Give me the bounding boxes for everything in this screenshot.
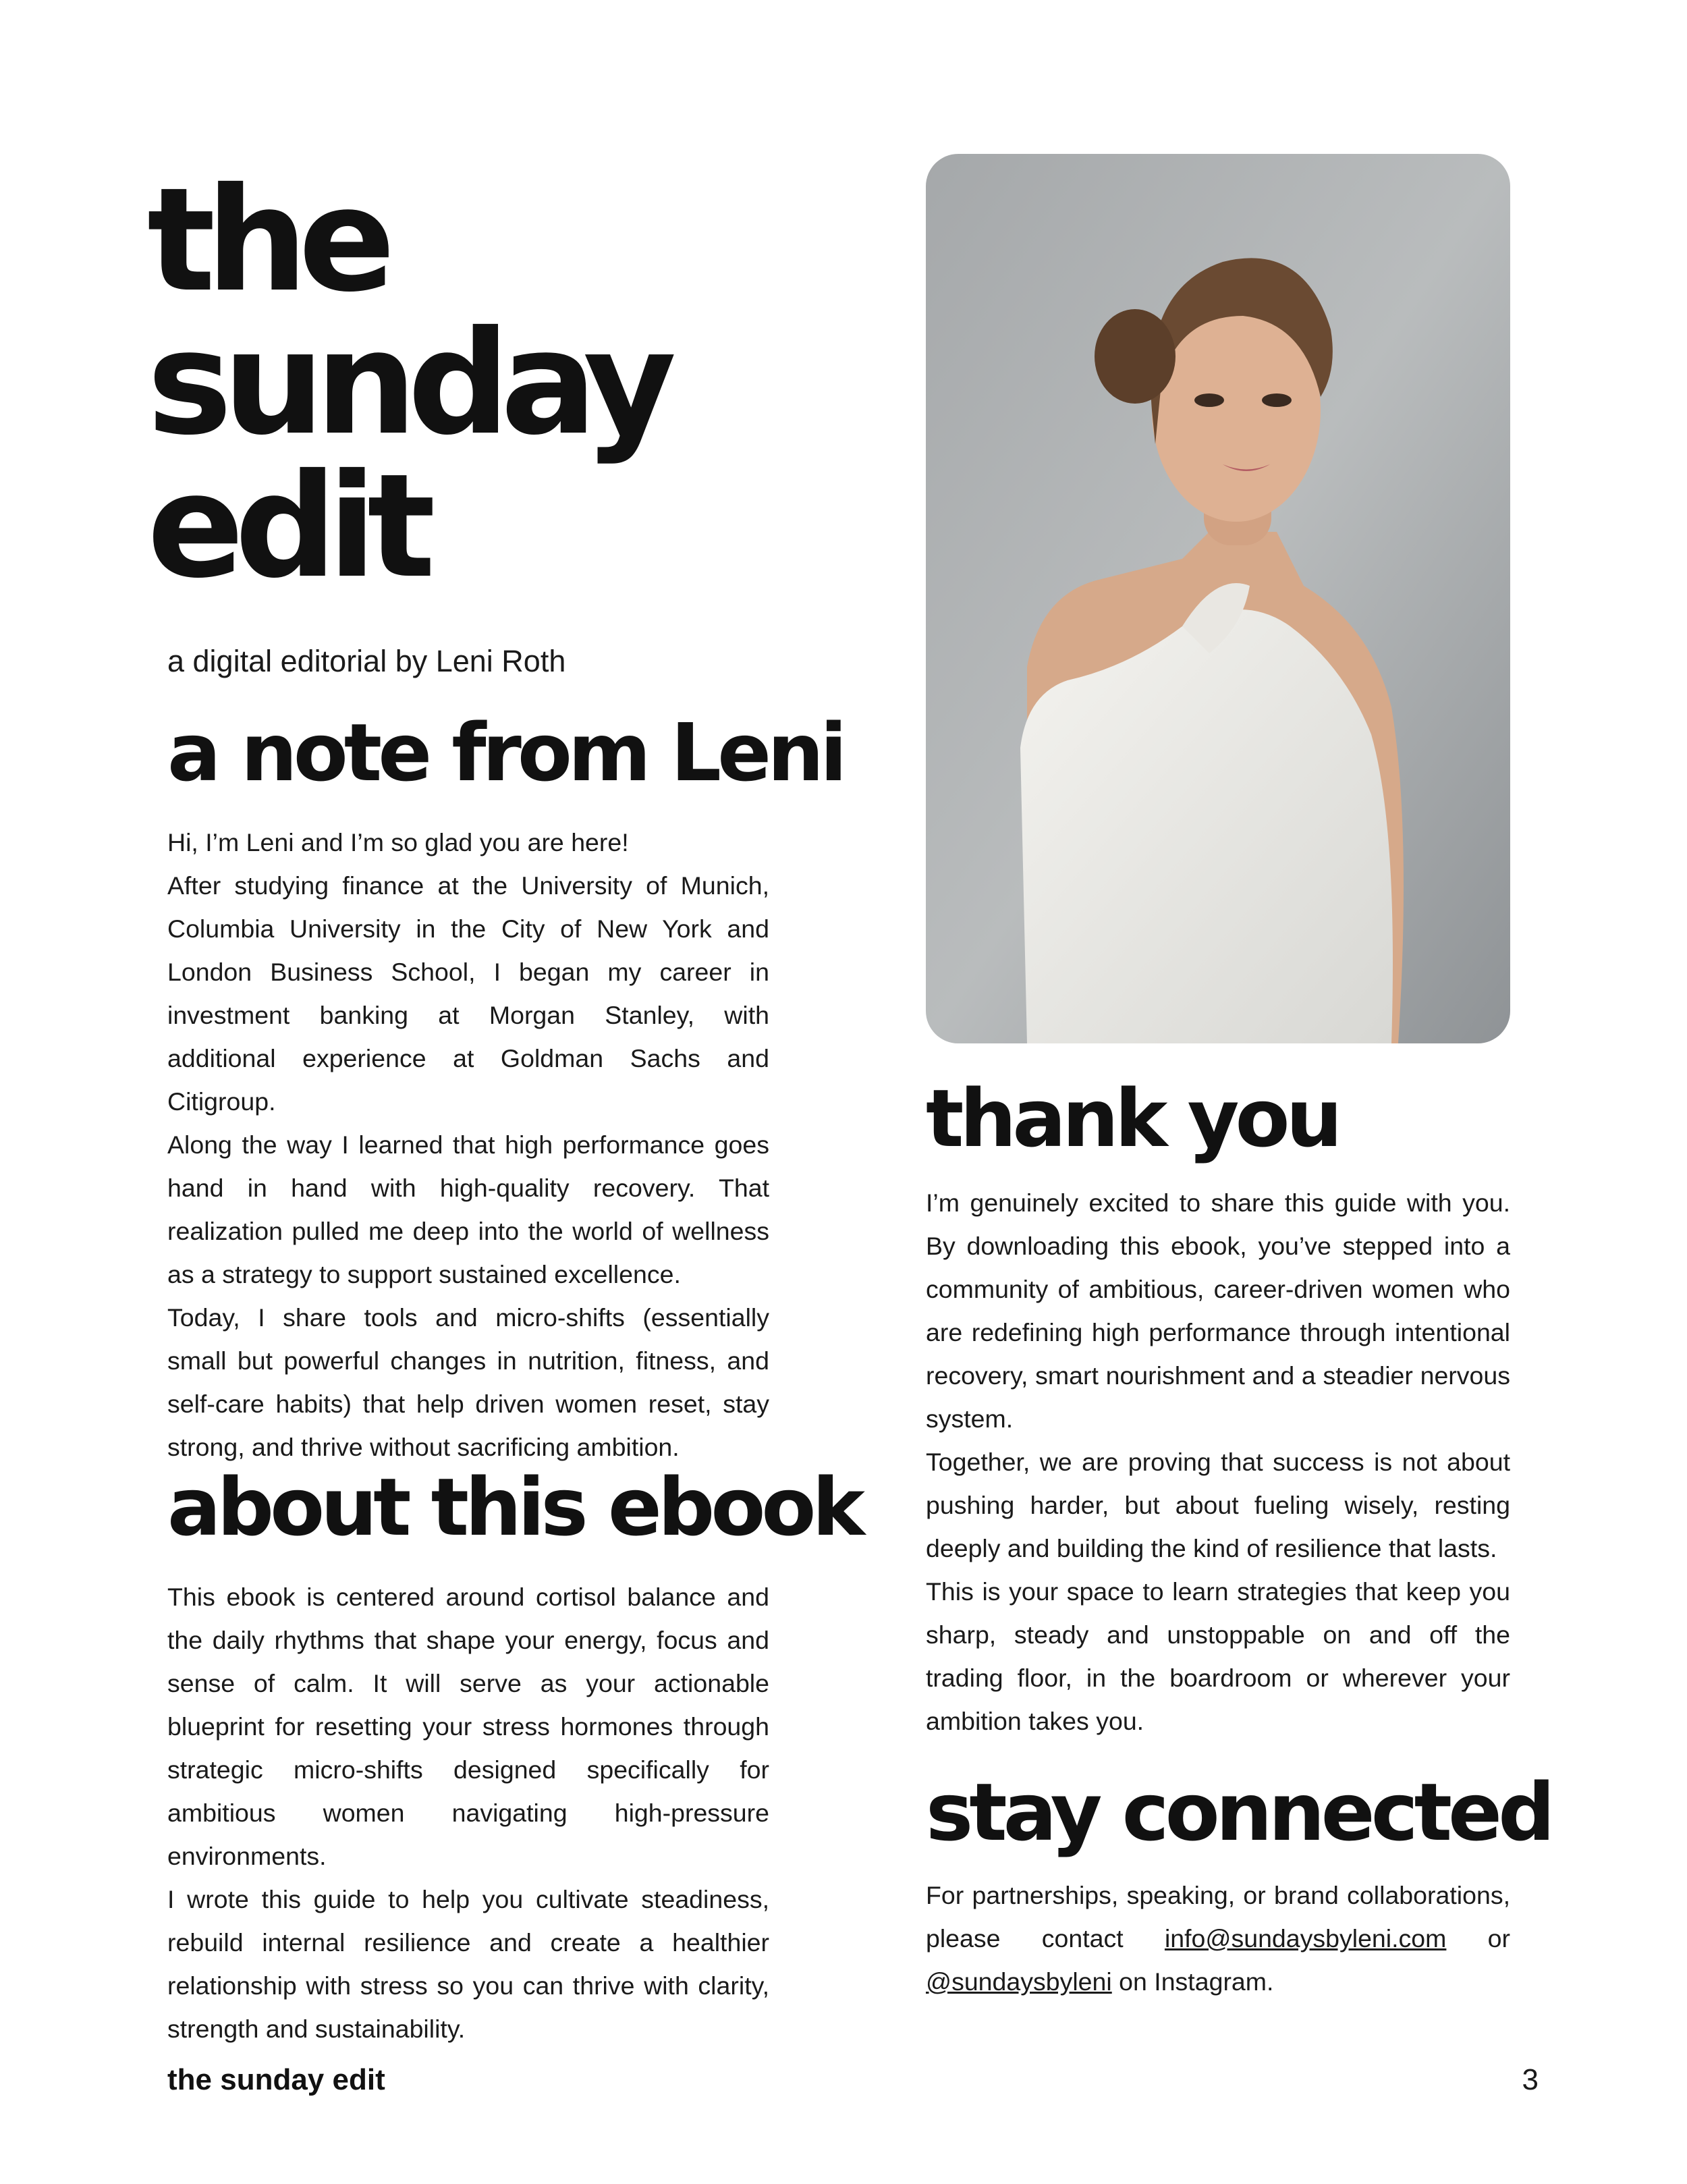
- page-number: 3: [1522, 2063, 1539, 2096]
- portrait-photo: [926, 154, 1510, 1043]
- byline: a digital editorial by Leni Roth: [167, 644, 566, 678]
- about-paragraph: I wrote this guide to help you cultivate steadiness, rebuild internal resilience and create a healthier relationship with stress so you can thrive with clarity, strength and sustainability.: [167, 1885, 769, 2043]
- masthead-title: [147, 157, 754, 609]
- connect-paragraph: [926, 1874, 1510, 2003]
- about-paragraph: This ebook is centered around cortisol balance and the daily rhythms that shape your energy, focus and sense of calm. It will serve as your actionable blueprint for resetting your stress hormones through strategic micro-shifts designed specifically for ambitious women navigating high-pressure environments.: [167, 1583, 769, 1870]
- note-paragraph: Today, I share tools and micro-shifts (essentially small but powerful changes in nutrition, fitness, and self-care habits) that help driven women reset, stay strong, and thrive without sacrificing ambition.: [167, 1303, 769, 1461]
- connect-text-after: on Instagram.: [1111, 1967, 1274, 1996]
- masthead-line-2: sunday: [147, 300, 667, 466]
- connect-text-before: For partnerships, speaking, or brand collaborations, please contact: [926, 1881, 1510, 1953]
- thanks-paragraph: Together, we are proving that success is not about pushing harder, but about fueling wisely, resting deeply and building the kind of resilience that lasts.: [926, 1448, 1510, 1562]
- connect-text-middle: or: [1446, 1924, 1510, 1953]
- about-heading: about this ebook: [167, 1460, 861, 1554]
- footer-title: the sunday edit: [167, 2063, 385, 2096]
- thanks-heading: thank you: [926, 1072, 1339, 1165]
- note-heading: a note from Leni: [167, 706, 844, 799]
- masthead-line-1: the: [147, 157, 387, 323]
- note-body: [167, 821, 769, 1469]
- connect-body: [926, 1874, 1510, 2003]
- instagram-link[interactable]: @sundaysbyleni: [926, 1967, 1112, 1996]
- note-paragraph: Hi, I’m Leni and I’m so glad you are here!: [167, 828, 629, 856]
- note-paragraph: After studying finance at the University of Munich, Columbia University in the City of New York and London Business School, I began my career in investment banking at Morgan Stanley, with additional experience at Goldman Sachs and Citigroup.: [167, 871, 769, 1116]
- email-link[interactable]: info@sundaysbyleni.com: [1164, 1924, 1447, 1953]
- masthead-line-3: edit: [147, 443, 426, 609]
- note-paragraph: Along the way I learned that high performance goes hand in hand with high-quality recovery. That realization pulled me deep into the world of wellness as a strategy to support sustained excellence.: [167, 1130, 769, 1288]
- thanks-paragraph: I’m genuinely excited to share this guide with you. By downloading this ebook, you’ve stepped into a community of ambitious, career-driven women who are redefining high performance through intentional recovery, smart nourishment and a steadier nervous system.: [926, 1189, 1510, 1433]
- thanks-body: [926, 1181, 1510, 1743]
- about-body: [167, 1575, 769, 2050]
- connect-heading: stay connected: [926, 1766, 1551, 1859]
- thanks-paragraph: This is your space to learn strategies that keep you sharp, steady and unstoppable on and off the trading floor, in the boardroom or wherever your ambition takes you.: [926, 1577, 1510, 1735]
